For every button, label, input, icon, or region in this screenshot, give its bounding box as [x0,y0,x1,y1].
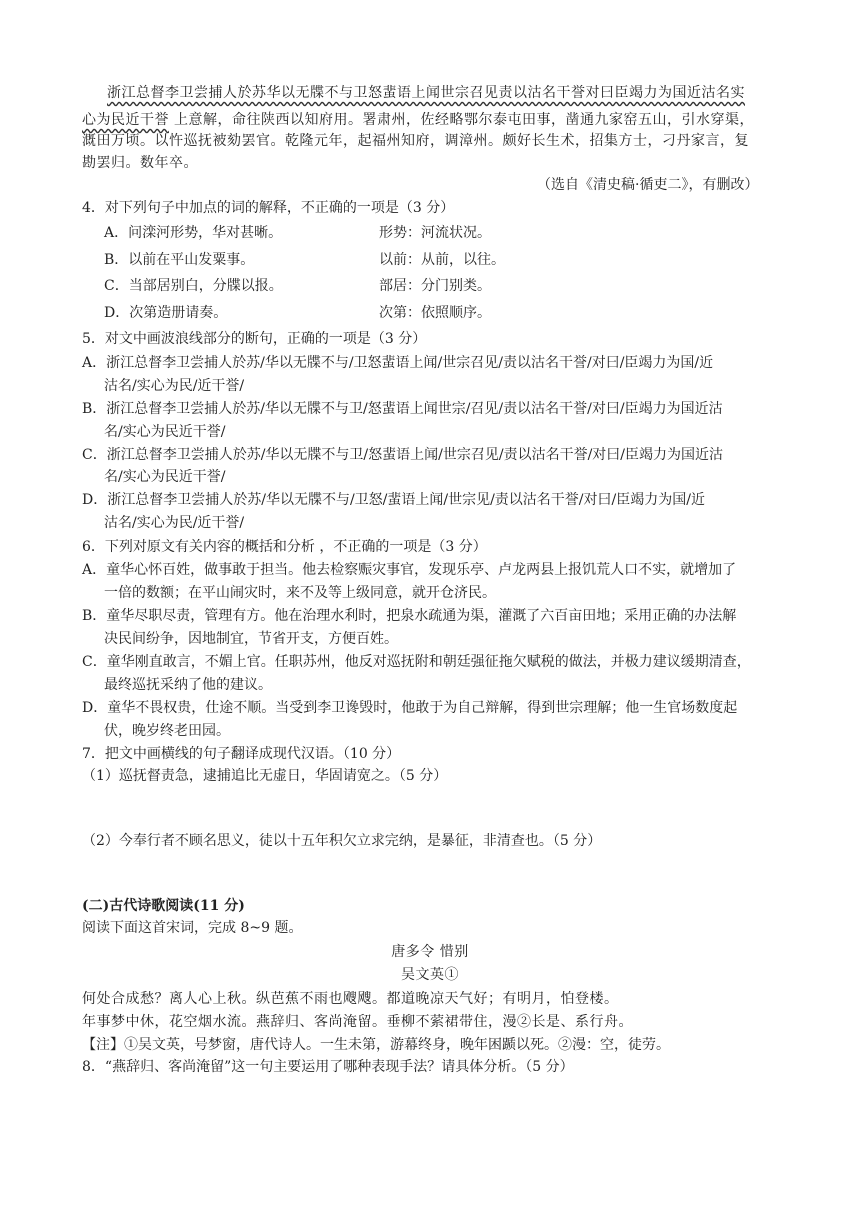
passage-line-3: 溉田万顷。以忤巡抚被劾罢官。乾隆元年，起福州知府，调漳州。颇好长生术，招集方士，刁丹家言，复 [82,133,749,149]
q7-sentence-2: （2）今奉行者不顾名思义，徒以十五年积欠立求完纳，是暴征，非清查也。（5 分） [82,833,602,849]
q4-option-d: D．次第造册请奏。 [104,305,228,321]
poetry-instruction: 阅读下面这首宋词，完成 8~9 题。 [82,920,303,936]
passage-line-2 [82,111,754,129]
poetry-section-title: (二)古代诗歌阅读(11 分) [82,898,245,914]
q6-option-b-line-2: 决民间纷争，因地制宜，节省开支，方便百姓。 [104,631,398,647]
q4-stem: 4．对下列句子中加点的词的解释，不正确的一项是（3 分） [82,200,455,216]
q6-option-d-line-1: D．童华不畏权贵，仕途不顺。当受到李卫谗毁时，他敢于为自己辩解，得到世宗理解；他一生官场数度起 [82,700,738,716]
q6-option-a-line-1: A．童华心怀百姓，做事敢于担当。他去检察赈灾事官，发现乐亭、卢龙两县上报饥荒人口不实，就增加了 [82,562,737,578]
q6-option-c-line-1: C．童华刚直敢言，不媚上官。任职苏州，他反对巡抚附和朝廷强征拖欠赋税的做法，并极力建议缓期清查， [82,654,751,670]
q6-option-d-line-2: 伏，晚岁终老田园。 [104,723,230,739]
q6-stem: 6．下列对原文有关内容的概括和分析 ，不正确的一项是（3 分） [82,539,487,555]
q4-option-a-explain: 形势：河流状况。 [379,225,491,241]
passage-underlined-wavy: 心为民近干誉 [82,112,169,128]
q5-option-b-line-2: 名/实心为民近干誉/ [104,424,226,440]
q6-option-c-line-2: 最终巡抚采纳了他的建议。 [104,677,272,693]
poem-author: 吴文英① [401,967,459,983]
q8-stem: 8．“燕辞归、客尚淹留”这一句主要运用了哪种表现手法？请具体分析。（5 分） [82,1059,574,1075]
q4-option-a: A．问滦河形势，华对甚晰。 [104,225,283,241]
q4-option-b-explain: 以前：从前，以往。 [379,252,505,268]
poem-line-1: 何处合成愁？离人心上秋。纵芭蕉不雨也飕飕。都道晚凉天气好；有明月，怕登楼。 [82,991,619,1007]
q4-option-c: C．当部居别白，分牒以报。 [104,278,283,294]
poem-title: 唐多令 惜别 [391,944,469,960]
passage-source: （选自《清史稿·循吏二》，有删改） [537,177,759,193]
passage-line-1: 浙江总督李卫尝捕人於苏华以无牒不与卫怒蜚语上闻世宗召见责以沽名干誉对曰臣竭力为国近沽名实 [107,85,745,101]
q6-option-b-line-1: B．童华尽职尽责，管理有方。他在治理水利时，把泉水疏通为渠，灌溉了六百亩田地；采用正确的办法解 [82,608,737,624]
q5-option-d-line-1: D．浙江总督李卫尝捕人於苏/华以无牒不与/卫怒/蜚语上闻/世宗见/责以沽名干誉/对曰/臣竭力为国/近 [82,492,705,508]
q4-option-d-explain: 次第：依照顺序。 [379,305,491,321]
passage-line-4: 勘罢归。数年卒。 [82,155,198,171]
q5-option-c-line-2: 名/实心为民近干誉/ [104,469,226,485]
q4-option-c-explain: 部居：分门别类。 [379,278,491,294]
q5-option-c-line-1: C．浙江总督李卫尝捕人於苏/华以无牒不与卫/怒蜚语上闻/世宗召见/责以沽名干誉/对曰/臣竭力为国近沽 [82,447,724,463]
passage-line-2-rest: 上意解，命往陕西以知府用。署肃州，佐经略鄂尔泰屯田事，凿通九家窑五山，引水穿渠， [169,112,754,128]
poem-line-2: 年事梦中休，花空烟水流。燕辞归、客尚淹留。垂柳不萦裙带住，漫②长是、系行舟。 [82,1014,633,1030]
q7-stem: 7．把文中画横线的句子翻译成现代汉语。（10 分） [82,746,401,762]
poem-note: 【注】①吴文英，号梦窗，唐代诗人。一生未第，游幕终身，晚年困踬以死。②漫：空，徒劳。 [82,1037,670,1053]
q5-stem: 5．对文中画波浪线部分的断句，正确的一项是（3 分） [82,331,427,347]
q6-option-a-line-2: 一倍的数额；在平山闹灾时，来不及等上级同意，就开仓济民。 [104,585,496,601]
q5-option-a-line-2: 沽名/实心为民/近干誉/ [104,378,245,394]
q5-option-b-line-1: B．浙江总督李卫尝捕人於苏/华以无牒不与卫/怒蜚语上闻世宗/召见/责以沽名干誉/对曰/臣竭力为国近沽 [82,401,723,417]
q5-option-a-line-1: A．浙江总督李卫尝捕人於苏/华以无牒不与/卫怒蜚语上闻/世宗召见/责以沽名干誉/对曰/臣竭力为国/近 [82,355,714,371]
q5-option-d-line-2: 沽名/实心为民/近干誉/ [104,515,245,531]
q7-sentence-1: （1）巡抚督责急，逮捕追比无虚日，华固请宽之。（5 分） [82,768,448,784]
q4-option-b: B．以前在平山发粟事。 [104,252,255,268]
